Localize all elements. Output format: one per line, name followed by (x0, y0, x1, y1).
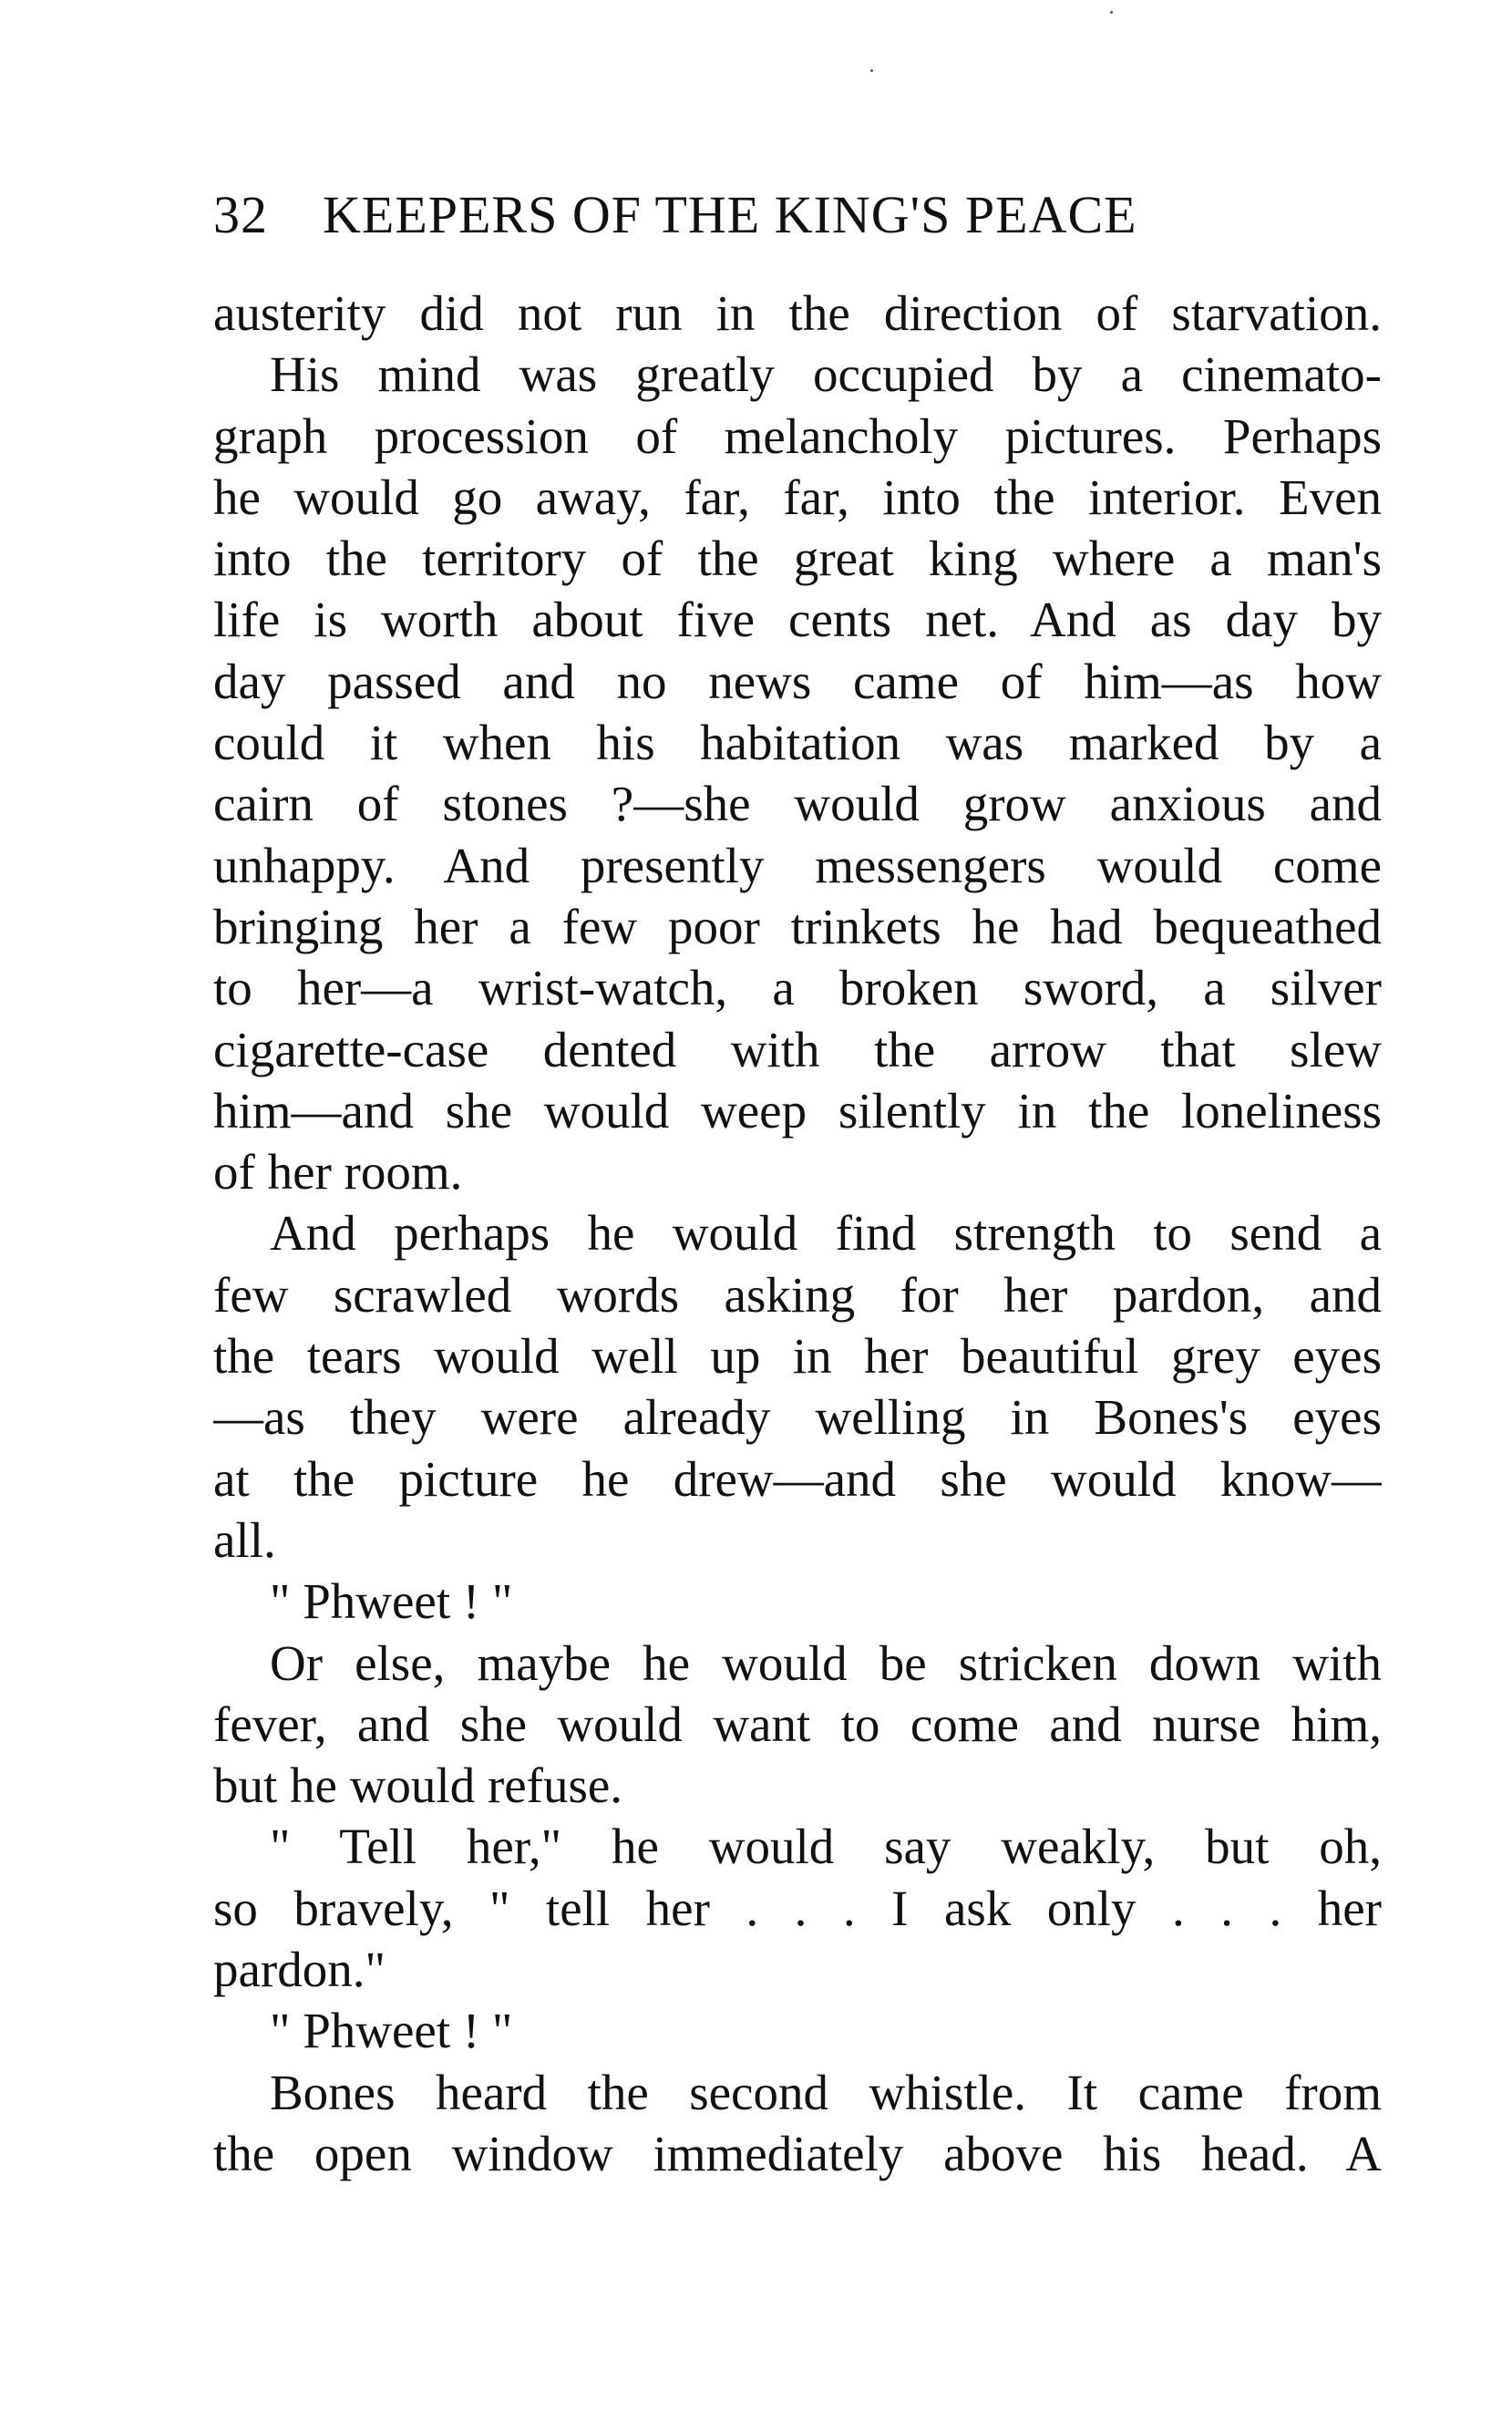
text-line: fever, and she would want to come and nurse him, (213, 1695, 1382, 1752)
text-line: but he would refuse. (213, 1757, 623, 1814)
text-line: of her room. (213, 1144, 463, 1201)
text-line: to her—a wrist-watch, a broken sword, a silver (213, 960, 1382, 1016)
running-header (213, 179, 1334, 252)
text-line: so bravely, " tell her . . . I ask only . . . her (213, 1880, 1382, 1936)
text-line: And perhaps he would find strength to send a (270, 1205, 1382, 1262)
text-line: —as they were already welling in Bones's eyes (213, 1389, 1382, 1446)
text-line: His mind was greatly occupied by a cinemato- (270, 346, 1382, 403)
text-line: the open window immediately above his head. A (213, 2125, 1382, 2181)
page-number: 32 (213, 185, 268, 244)
text-line: day passed and no news came of him—as how (213, 653, 1382, 709)
text-line: all. (213, 1511, 276, 1568)
text-line: cairn of stones ?—she would grow anxious and (213, 776, 1382, 832)
text-line: Bones heard the second whistle. It came from (270, 2064, 1382, 2120)
text-line: him—and she would weep silently in the loneliness (213, 1082, 1382, 1139)
scan-speck (1110, 11, 1113, 14)
text-line: he would go away, far, far, into the interior. Even (213, 469, 1382, 525)
text-line: life is worth about five cents net. And as day by (213, 592, 1382, 648)
text-line: " Tell her," he would say weakly, but oh, (270, 1819, 1382, 1875)
body-text (213, 283, 1382, 2184)
text-line: graph procession of melancholy pictures. Perhaps (213, 407, 1382, 464)
text-line: Or else, maybe he would be stricken down with (270, 1634, 1382, 1691)
text-line: unhappy. And presently messengers would come (213, 837, 1382, 893)
text-line: " Phweet ! " (270, 1573, 513, 1630)
text-line: austerity did not run in the direction of starvation. (213, 285, 1382, 341)
text-line: into the territory of the great king where a man's (213, 531, 1382, 587)
text-line: cigarette-case dented with the arrow that slew (213, 1021, 1382, 1077)
text-line: could it when his habitation was marked by a (213, 715, 1382, 771)
text-line: the tears would well up in her beautiful grey eyes (213, 1328, 1382, 1385)
text-line: " Phweet ! " (270, 2003, 513, 2059)
text-line: few scrawled words asking for her pardon, and (213, 1266, 1382, 1323)
scan-speck (870, 69, 873, 72)
text-line: bringing her a few poor trinkets he had bequeathed (213, 898, 1382, 954)
text-line: at the picture he drew—and she would know— (213, 1450, 1382, 1507)
text-line: pardon." (213, 1942, 386, 1998)
running-title: KEEPERS OF THE KING'S PEACE (323, 185, 1137, 244)
